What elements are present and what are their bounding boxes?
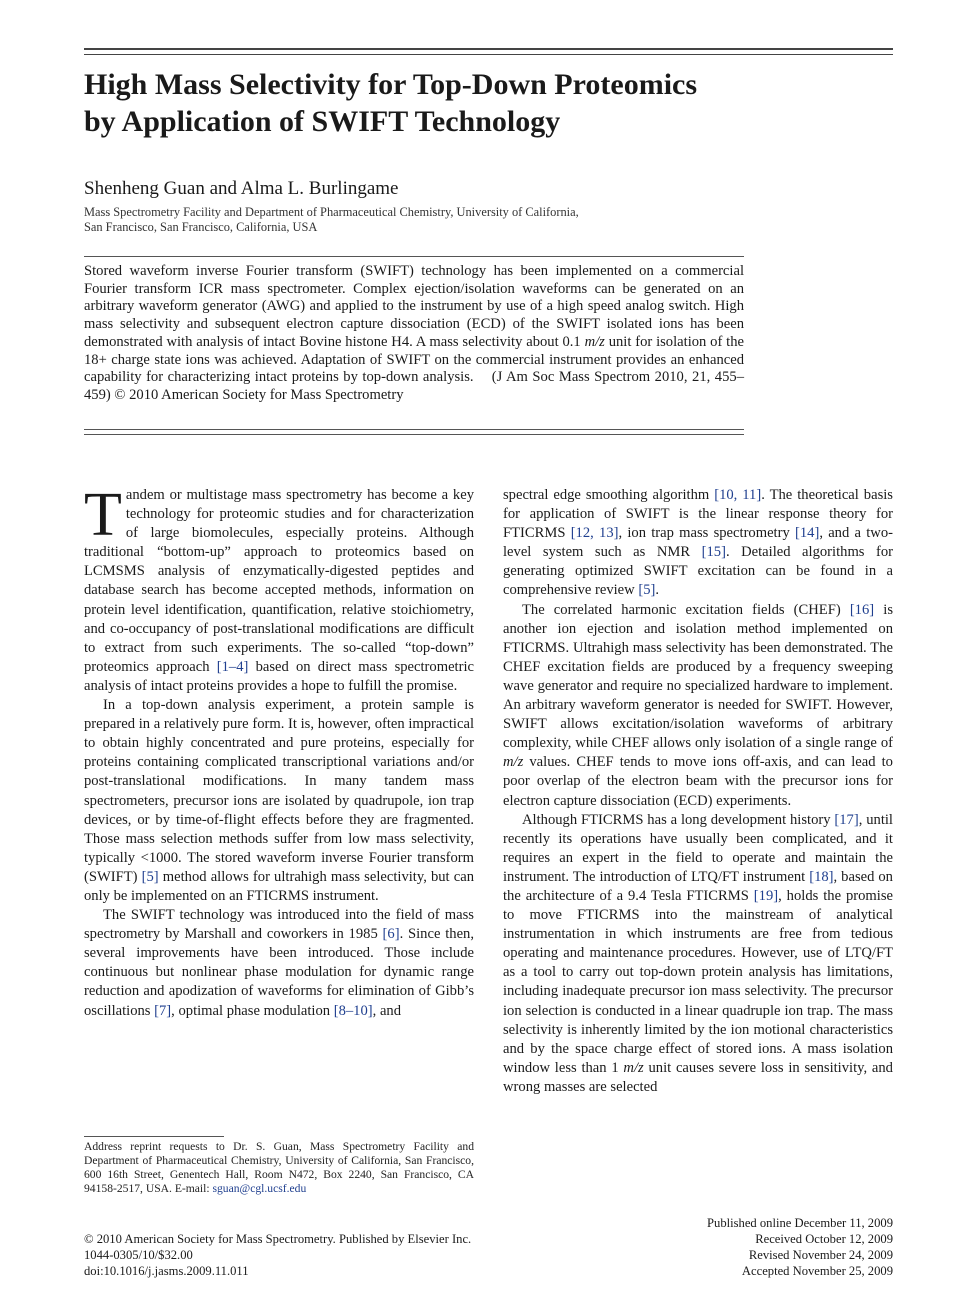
intro-paragraph-2: [84, 696, 474, 906]
right-p3-mid2: , based on the architecture of a 9.4 Tesla FTICRMS: [503, 868, 893, 904]
right-column: [503, 486, 893, 1097]
right-p2-unit: m/z: [503, 754, 524, 771]
footnote-rule: [84, 1136, 224, 1137]
right-p3-unit: m/z: [623, 1059, 644, 1076]
top-rule-thin: [84, 54, 893, 55]
abstract: [84, 263, 744, 405]
ref-8-10[interactable]: [8–10]: [333, 1002, 373, 1019]
right-p1-mid3: , and a two-level system such as NMR: [503, 525, 893, 561]
right-p1-end: .: [655, 582, 660, 599]
footer-left: [84, 1231, 471, 1279]
ref-18[interactable]: [18]: [809, 868, 834, 885]
footer-right: [707, 1215, 893, 1279]
ref-19[interactable]: [19]: [753, 887, 779, 904]
intro-p3-end: , and: [372, 1002, 402, 1019]
right-paragraph-1: [503, 486, 893, 601]
footer-received: Received October 12, 2009: [755, 1232, 893, 1246]
ref-14[interactable]: [14]: [795, 525, 820, 542]
ref-5-review[interactable]: [5]: [638, 582, 656, 599]
intro-p2-end: method allows for ultrahigh mass selectivity, but can only be implemented on an FTICRMS instrument.: [84, 868, 474, 904]
ref-15[interactable]: [15]: [701, 544, 726, 561]
intro-p3-text: The SWIFT technology was introduced into the field of mass spectrometry by Marshall and coworkers in 1985: [84, 907, 474, 943]
ref-6[interactable]: [6]: [382, 926, 400, 943]
intro-p1-end: based on direct mass spectrometric analysis of intact proteins provides a hope to fulfill the promise.: [84, 658, 474, 694]
abstract-top-rule: [84, 256, 744, 257]
affiliation-line-1: Mass Spectrometry Facility and Department of Pharmaceutical Chemistry, University of California,: [84, 205, 579, 219]
ref-10-11[interactable]: [10, 11]: [714, 487, 762, 503]
ref-1-4[interactable]: [1–4]: [216, 658, 249, 675]
intro-paragraph-1: [84, 481, 474, 696]
affiliation-line-2: San Francisco, San Francisco, California, USA: [84, 220, 318, 234]
abstract-unit: m/z: [584, 333, 605, 350]
abstract-bottom-rule-1: [84, 429, 744, 430]
ref-12-13[interactable]: [12, 13]: [570, 525, 619, 542]
footer-copyright: © 2010 American Society for Mass Spectrometry. Published by Elsevier Inc.: [84, 1232, 472, 1246]
intro-p1-text: andem or multistage mass spectrometry has become a key technology for proteomic studies and for characterization of large biomolecules, especially proteins. Although traditional “bottom-up” approach to proteomics based on LCMSMS analysis of enzymatically-digested peptides and database search has become accepted methods, information on protein level identification, quantification, relative stoichiometry, and co-occupancy of post-translational modifications are difficult to extract from such experiments. The so-called “top-down” proteomics approach: [84, 487, 474, 675]
intro-p3-mid: . Since then, several improvements have been introduced. Those include continuous but nonlinear phase modulation for dynamic range reduction and apodization of waveforms for elimination of Gibb’s oscillations: [84, 926, 474, 1019]
right-p3-end: unit causes severe loss in sensitivity, and wrong masses are selected: [503, 1059, 893, 1095]
right-paragraph-3: [503, 811, 893, 1097]
title-line-1: High Mass Selectivity for Top-Down Proteomics: [84, 68, 698, 101]
right-p3-text: Although FTICRMS has a long development history: [522, 811, 831, 828]
intro-p3-mid2: , optimal phase modulation: [171, 1002, 331, 1019]
right-p1-text: spectral edge smoothing algorithm: [503, 487, 710, 503]
ref-7[interactable]: [7]: [154, 1002, 172, 1019]
authors: Shenheng Guan and Alma L. Burlingame: [84, 178, 399, 199]
left-column: [84, 481, 474, 1021]
right-p3-mid: , until recently its operations have usually been complicated, and it requires an expert in the field to operate and maintain the instrument. The introduction of LTQ/FT instrument: [503, 811, 893, 885]
right-paragraph-2: [503, 601, 893, 811]
footnote: [84, 1140, 474, 1196]
footer-doi: doi:10.1016/j.jasms.2009.11.011: [84, 1264, 249, 1278]
drop-cap: T: [84, 481, 122, 549]
top-rule-thick: [84, 48, 893, 50]
footer-published: Published online December 11, 2009: [707, 1216, 893, 1230]
title-line-2: by Application of SWIFT Technology: [84, 105, 561, 138]
ref-5[interactable]: [5]: [141, 868, 159, 885]
footer-issn: 1044-0305/10/$32.00: [84, 1248, 193, 1262]
footer-revised: Revised November 24, 2009: [748, 1248, 893, 1262]
footnote-text: Address reprint requests to Dr. S. Guan, Mass Spectrometry Facility and Department of Pharmaceutical Chemistry, University of California, San Francisco, 600 16th Street, Genentech Hall, Room N472, Box 2240, San Francisco, CA 94158-2517, USA. E-mail:: [84, 1140, 474, 1195]
footer-accepted: Accepted November 25, 2009: [741, 1264, 893, 1278]
right-p3-mid3: , holds the promise to move FTICRMS into the mainstream of analytical instrumentation in which instruments are free from tedious operating and maintenance procedures. However, use of LTQ/FT as a tool to carry out top-down protein analysis has limitations, including inadequate precursor ion mass selectivity. The precursor ion selection is conducted in a linear quadruple ion trap. The mass selectivity is inherently limited by the ion motional characteristics and by the space charge effect of stored ions. A mass isolation window less than 1: [503, 887, 893, 1076]
abstract-citation: (J Am Soc Mass Spectrom 2010, 21, 455–459) © 2010 American Society for Mass Spectrometry: [84, 369, 744, 403]
intro-p2-text: In a top-down analysis experiment, a protein sample is prepared in a relatively pure form. It is, however, often impractical to obtain highly concentrated and pure proteins, especially for proteins containing complicated transcriptional variations and/or post-translational modifications. In many tandem mass spectrometers, precursor ions are isolated by quadrupole, ion trap devices, or by time-of-flight effects before they are fragmented. Those mass selection methods suffer from low mass selectivity, typically <1000. The stored waveform inverse Fourier transform (SWIFT): [84, 697, 474, 885]
right-p1-mid4: . Detailed algorithms for generating optimized SWIFT excitation can be found in a comprehensive review: [503, 544, 894, 599]
right-p2-text: The correlated harmonic excitation fields (CHEF): [522, 601, 841, 618]
abstract-bottom-rule-2: [84, 434, 744, 435]
ref-16[interactable]: [16]: [849, 601, 875, 618]
footnote-email-link[interactable]: sguan@cgl.ucsf.edu: [212, 1182, 307, 1195]
right-p1-mid2: , ion trap mass spectrometry: [618, 525, 790, 542]
right-p2-end: values. CHEF tends to move ions off-axis, and can lead to poor overlap of the electron beam with the precursor ions for electron capture dissociation (ECD) experiments.: [503, 754, 893, 809]
article-title: [84, 66, 904, 140]
intro-paragraph-3: [84, 906, 474, 1021]
abstract-body-2: unit for isolation of the 18+ charge state ions was achieved. Adaptation of SWIFT on the commercial instrument provides an enhanced capability for characterizing intact proteins by top-down analysis.: [84, 333, 744, 386]
affiliation: [84, 205, 744, 235]
abstract-body: Stored waveform inverse Fourier transform (SWIFT) technology has been implemented on a commercial Fourier transform ICR mass spectrometer. Complex ejection/isolation waveforms can be generated on an arbitrary waveform generator (AWG) and applied to the instrument by use of a high speed analog switch. High mass selectivity and subsequent electron capture dissociation (ECD) of the SWIFT isolated ions has been demonstrated with analysis of intact Bovine histone H4. A mass selectivity about 0.1: [84, 263, 744, 350]
right-p2-mid: is another ion ejection and isolation method implemented on FTICRMS. Ultrahigh mass selectivity has been demonstrated. The CHEF excitation fields are produced by a frequency sweeping wave generator and require no specialized hardware to implement. An arbitrary waveform generator is needed for SWIFT. However, SWIFT allows excitation/isolation waveforms of arbitrary complexity, while CHEF allows only isolation of a single range of: [503, 601, 893, 752]
right-p1-mid: . The theoretical basis for application of SWIFT is the linear response theory for FTICRMS: [503, 487, 893, 542]
ref-17[interactable]: [17]: [834, 811, 859, 828]
